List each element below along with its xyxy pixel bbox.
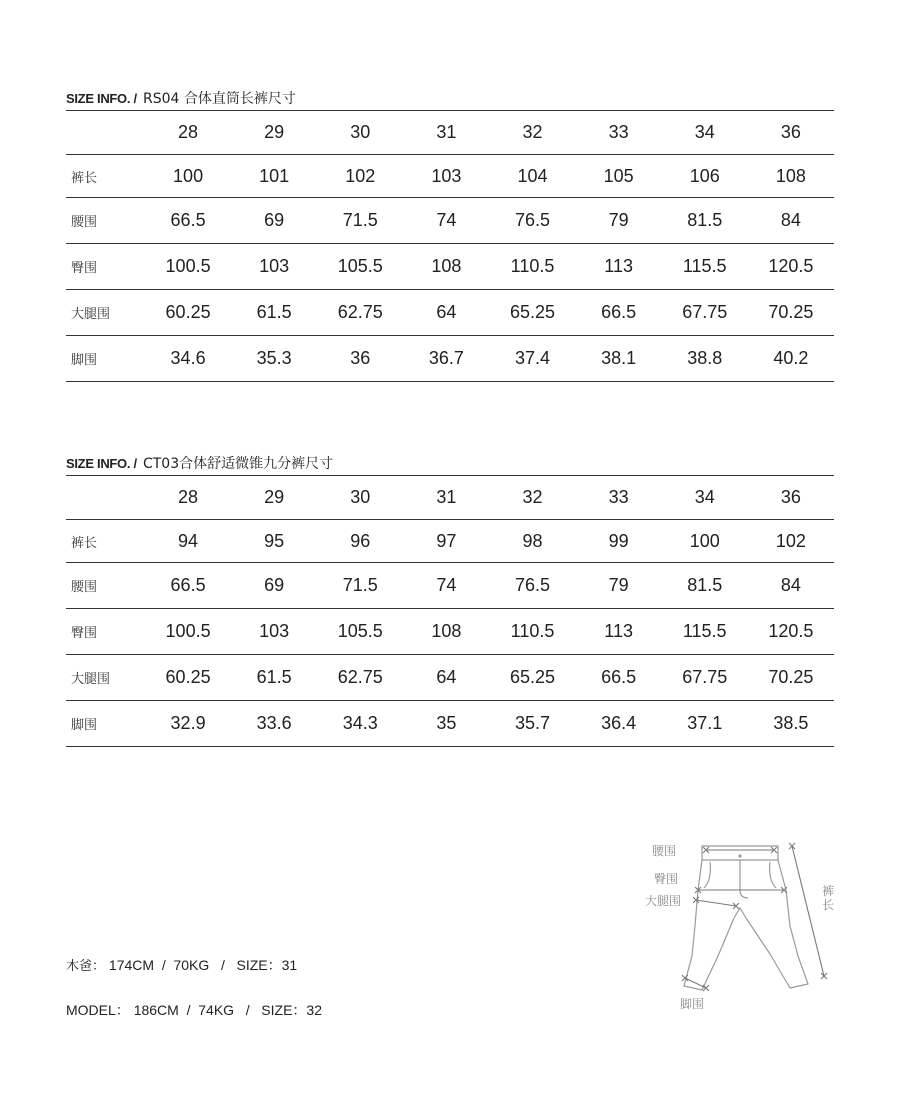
size-header-cell: 29	[231, 476, 317, 520]
size-header-cell: 32	[489, 476, 575, 520]
size-header-row	[66, 476, 834, 520]
model-details: 174CM / 70KG / SIZE：31	[108, 957, 298, 973]
size-header-cell: 28	[145, 476, 231, 520]
value-cell: 74	[403, 198, 489, 244]
value-cell: 95	[231, 520, 317, 563]
value-cell: 79	[576, 198, 662, 244]
table-row	[66, 290, 834, 336]
size-header-row	[66, 111, 834, 155]
table-row	[66, 520, 834, 563]
value-cell: 120.5	[748, 609, 834, 655]
value-cell: 105.5	[317, 609, 403, 655]
value-cell: 40.2	[748, 336, 834, 382]
value-cell: 100.5	[145, 244, 231, 290]
value-cell: 66.5	[576, 290, 662, 336]
value-cell: 61.5	[231, 290, 317, 336]
value-cell: 79	[576, 563, 662, 609]
model-name: MODEL：	[66, 1002, 130, 1018]
value-cell: 120.5	[748, 244, 834, 290]
table-row	[66, 198, 834, 244]
value-cell: 69	[231, 198, 317, 244]
value-cell: 113	[576, 609, 662, 655]
table-row	[66, 655, 834, 701]
value-cell: 103	[403, 155, 489, 198]
pants-outline-icon	[640, 838, 840, 1018]
value-cell: 33.6	[231, 701, 317, 747]
value-cell: 65.25	[489, 655, 575, 701]
table-title: RS04 合体直筒长裤尺寸	[142, 91, 296, 107]
value-cell: 61.5	[231, 655, 317, 701]
value-cell: 65.25	[489, 290, 575, 336]
row-label: 脚围	[66, 701, 145, 747]
value-cell: 100	[662, 520, 748, 563]
corner-cell	[66, 111, 145, 155]
value-cell: 74	[403, 563, 489, 609]
value-cell: 106	[662, 155, 748, 198]
value-cell: 35	[403, 701, 489, 747]
waist-label: 腰围	[652, 844, 677, 858]
value-cell: 81.5	[662, 563, 748, 609]
model-details: 186CM / 74KG / SIZE：32	[133, 1002, 322, 1018]
value-cell: 35.7	[489, 701, 575, 747]
value-cell: 70.25	[748, 290, 834, 336]
hip-label: 臀围	[654, 872, 679, 886]
size-table	[66, 111, 834, 382]
value-cell: 36	[317, 336, 403, 382]
value-cell: 108	[748, 155, 834, 198]
value-cell: 38.8	[662, 336, 748, 382]
size-header-cell: 32	[489, 111, 575, 155]
value-cell: 71.5	[317, 198, 403, 244]
value-cell: 34.6	[145, 336, 231, 382]
value-cell: 76.5	[489, 563, 575, 609]
value-cell: 32.9	[145, 701, 231, 747]
value-cell: 100.5	[145, 609, 231, 655]
value-cell: 34.3	[317, 701, 403, 747]
size-table-section-ct03	[66, 453, 834, 747]
row-label: 裤长	[66, 155, 145, 198]
value-cell: 38.1	[576, 336, 662, 382]
value-cell: 113	[576, 244, 662, 290]
size-header-cell: 34	[662, 111, 748, 155]
value-cell: 60.25	[145, 290, 231, 336]
value-cell: 99	[576, 520, 662, 563]
table-row	[66, 563, 834, 609]
value-cell: 115.5	[662, 609, 748, 655]
value-cell: 36.7	[403, 336, 489, 382]
value-cell: 66.5	[145, 198, 231, 244]
table-row	[66, 336, 834, 382]
value-cell: 102	[748, 520, 834, 563]
thigh-label: 大腿围	[645, 894, 682, 908]
value-cell: 84	[748, 563, 834, 609]
value-cell: 37.1	[662, 701, 748, 747]
value-cell: 69	[231, 563, 317, 609]
table-heading	[66, 88, 834, 111]
value-cell: 62.75	[317, 655, 403, 701]
value-cell: 67.75	[662, 290, 748, 336]
size-header-cell: 36	[748, 476, 834, 520]
value-cell: 71.5	[317, 563, 403, 609]
value-cell: 115.5	[662, 244, 748, 290]
size-header-cell: 28	[145, 111, 231, 155]
size-header-cell: 31	[403, 476, 489, 520]
row-label: 腰围	[66, 563, 145, 609]
pants-measurement-diagram	[640, 838, 840, 1018]
table-row	[66, 609, 834, 655]
value-cell: 66.5	[145, 563, 231, 609]
value-cell: 98	[489, 520, 575, 563]
size-header-cell: 29	[231, 111, 317, 155]
row-label: 臀围	[66, 609, 145, 655]
table-row	[66, 701, 834, 747]
size-header-cell: 30	[317, 111, 403, 155]
model-name: 木爸：	[66, 959, 106, 974]
row-label: 腰围	[66, 198, 145, 244]
corner-cell	[66, 476, 145, 520]
size-table	[66, 476, 834, 747]
value-cell: 64	[403, 290, 489, 336]
model-info-line	[66, 955, 297, 975]
size-info-label: SIZE INFO. /	[66, 456, 137, 471]
value-cell: 81.5	[662, 198, 748, 244]
size-info-label: SIZE INFO. /	[66, 91, 137, 106]
value-cell: 103	[231, 244, 317, 290]
value-cell: 104	[489, 155, 575, 198]
value-cell: 105	[576, 155, 662, 198]
value-cell: 110.5	[489, 609, 575, 655]
size-header-cell: 31	[403, 111, 489, 155]
value-cell: 84	[748, 198, 834, 244]
size-header-cell: 30	[317, 476, 403, 520]
value-cell: 103	[231, 609, 317, 655]
size-header-cell: 33	[576, 111, 662, 155]
value-cell: 64	[403, 655, 489, 701]
size-header-cell: 36	[748, 111, 834, 155]
value-cell: 108	[403, 609, 489, 655]
model-info-line	[66, 1000, 322, 1020]
value-cell: 60.25	[145, 655, 231, 701]
table-row	[66, 244, 834, 290]
value-cell: 102	[317, 155, 403, 198]
value-cell: 66.5	[576, 655, 662, 701]
row-label: 大腿围	[66, 655, 145, 701]
length-label: 裤长	[822, 884, 835, 912]
value-cell: 94	[145, 520, 231, 563]
table-heading	[66, 453, 834, 476]
value-cell: 35.3	[231, 336, 317, 382]
value-cell: 37.4	[489, 336, 575, 382]
value-cell: 76.5	[489, 198, 575, 244]
value-cell: 67.75	[662, 655, 748, 701]
value-cell: 110.5	[489, 244, 575, 290]
value-cell: 97	[403, 520, 489, 563]
value-cell: 101	[231, 155, 317, 198]
table-title: CT03合体舒适微锥九分裤尺寸	[142, 456, 334, 472]
size-table-section-rs04	[66, 88, 834, 382]
value-cell: 38.5	[748, 701, 834, 747]
hem-label: 脚围	[680, 997, 705, 1011]
value-cell: 105.5	[317, 244, 403, 290]
row-label: 脚围	[66, 336, 145, 382]
value-cell: 36.4	[576, 701, 662, 747]
value-cell: 96	[317, 520, 403, 563]
table-row	[66, 155, 834, 198]
value-cell: 70.25	[748, 655, 834, 701]
row-label: 大腿围	[66, 290, 145, 336]
size-header-cell: 34	[662, 476, 748, 520]
row-label: 臀围	[66, 244, 145, 290]
size-header-cell: 33	[576, 476, 662, 520]
value-cell: 62.75	[317, 290, 403, 336]
value-cell: 100	[145, 155, 231, 198]
row-label: 裤长	[66, 520, 145, 563]
value-cell: 108	[403, 244, 489, 290]
